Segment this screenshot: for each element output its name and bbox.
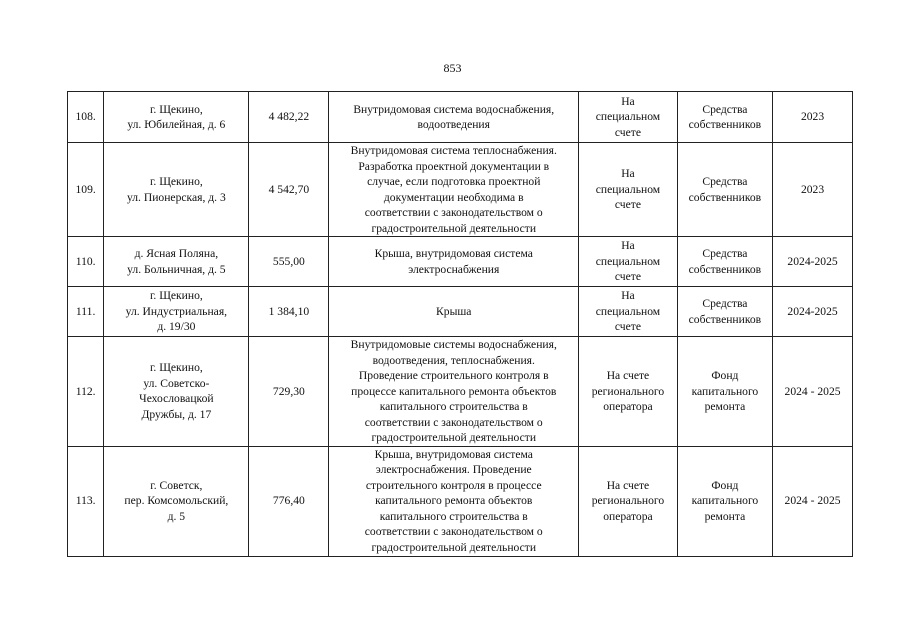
table-row xyxy=(68,287,853,337)
year-cell: 2024-2025 xyxy=(773,237,853,287)
work-type-cell: Крыша, внутридомовая система электроснабжения. Проведение строительного контроля в процессе капитального ремонта объектов капитального строительства в соответствии с законодательством о градостроительной деятельности xyxy=(329,446,579,556)
work-type-cell: Крыша xyxy=(329,287,579,337)
funding-source-cell: Средства собственников xyxy=(677,287,772,337)
table-row xyxy=(68,92,853,143)
table-row xyxy=(68,143,853,237)
address-cell: д. Ясная Поляна, ул. Больничная, д. 5 xyxy=(104,237,249,287)
work-type-cell: Внутридомовая система водоснабжения, водоотведения xyxy=(329,92,579,143)
year-cell: 2024-2025 xyxy=(773,287,853,337)
area-cell: 729,30 xyxy=(249,337,329,447)
table-row xyxy=(68,446,853,556)
year-cell: 2023 xyxy=(773,92,853,143)
address-cell: г. Щекино, ул. Пионерская, д. 3 xyxy=(104,143,249,237)
row-number: 111. xyxy=(68,287,104,337)
funding-source-cell: Фонд капитального ремонта xyxy=(677,337,772,447)
address-cell: г. Советск, пер. Комсомольский, д. 5 xyxy=(104,446,249,556)
area-cell: 1 384,10 xyxy=(249,287,329,337)
table-row xyxy=(68,337,853,447)
year-cell: 2024 - 2025 xyxy=(773,446,853,556)
table-row xyxy=(68,237,853,287)
account-cell: На специальном счете xyxy=(579,143,678,237)
row-number: 110. xyxy=(68,237,104,287)
funding-source-cell: Средства собственников xyxy=(677,92,772,143)
account-cell: На специальном счете xyxy=(579,287,678,337)
work-type-cell: Внутридомовая система теплоснабжения. Разработка проектной документации в случае, если подготовка проектной документации необходима в соответствии с законодательством о градостроительной деятельности xyxy=(329,143,579,237)
row-number: 109. xyxy=(68,143,104,237)
area-cell: 4 482,22 xyxy=(249,92,329,143)
year-cell: 2024 - 2025 xyxy=(773,337,853,447)
row-number: 108. xyxy=(68,92,104,143)
address-cell: г. Щекино, ул. Советско- Чехословацкой Дружбы, д. 17 xyxy=(104,337,249,447)
capital-repair-table xyxy=(67,91,853,557)
address-cell: г. Щекино, ул. Юбилейная, д. 6 xyxy=(104,92,249,143)
address-cell: г. Щекино, ул. Индустриальная, д. 19/30 xyxy=(104,287,249,337)
row-number: 112. xyxy=(68,337,104,447)
funding-source-cell: Средства собственников xyxy=(677,237,772,287)
account-cell: На специальном счете xyxy=(579,237,678,287)
area-cell: 4 542,70 xyxy=(249,143,329,237)
account-cell: На счете регионального оператора xyxy=(579,446,678,556)
area-cell: 555,00 xyxy=(249,237,329,287)
work-type-cell: Внутридомовые системы водоснабжения, водоотведения, теплоснабжения. Проведение строительного контроля в процессе капитального ремонта объектов капитального строительства в соответствии с законодательством о градостроительной деятельности xyxy=(329,337,579,447)
account-cell: На счете регионального оператора xyxy=(579,337,678,447)
row-number: 113. xyxy=(68,446,104,556)
account-cell: На специальном счете xyxy=(579,92,678,143)
page-number: 853 xyxy=(443,61,462,75)
funding-source-cell: Фонд капитального ремонта xyxy=(677,446,772,556)
funding-source-cell: Средства собственников xyxy=(677,143,772,237)
work-type-cell: Крыша, внутридомовая система электроснабжения xyxy=(329,237,579,287)
year-cell: 2023 xyxy=(773,143,853,237)
area-cell: 776,40 xyxy=(249,446,329,556)
